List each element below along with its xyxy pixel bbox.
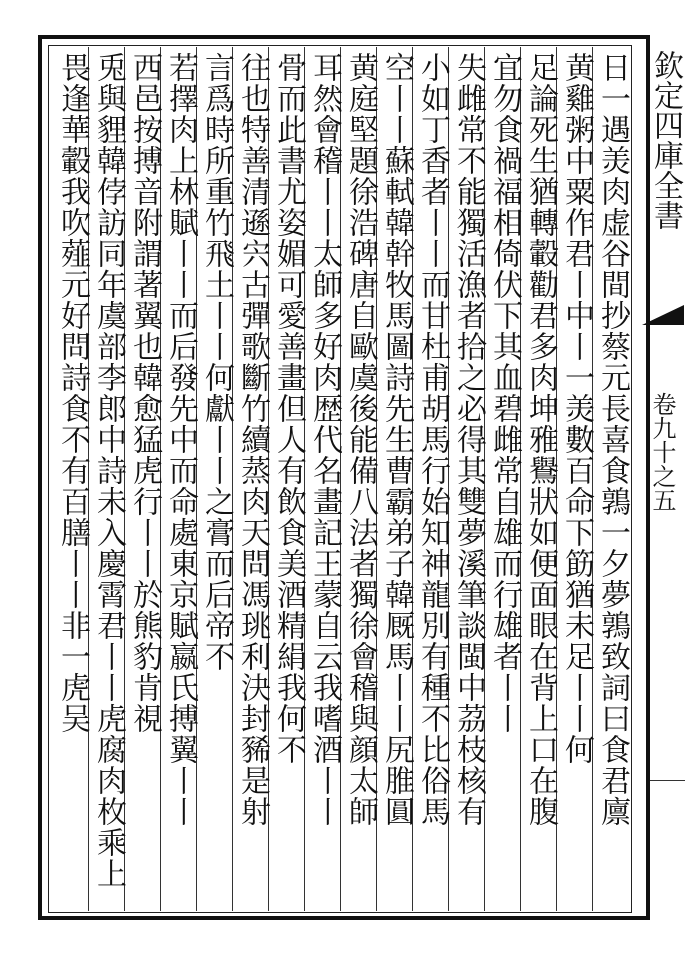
text-column: 日一遇羙肉虚谷間抄蔡元長喜食鶉一夕夢鶉致詞曰食君廪 bbox=[595, 52, 630, 827]
text-column: 言爲時所重竹飛土丨丨何獻丨丨之膏而后帝不 bbox=[199, 52, 234, 672]
chapter-number: 卷九十之五 bbox=[648, 392, 676, 512]
book-title: 欽定四庫全書 bbox=[648, 50, 683, 230]
text-column: 黄雞粥中粟作君丨中丨一羙數百命下筯猶未足丨丨何 bbox=[559, 52, 594, 765]
text-column: 小如丁香者丨丨而甘杜甫胡馬行始知神龍別有種不比俗馬 bbox=[415, 52, 450, 827]
text-column: 足論死生猶轉轂勸君多肉坤雅鸒狀如便面眼在背上口在腹 bbox=[523, 52, 558, 827]
text-column: 西邑按搏音附謂著翼也韓愈猛虎行丨丨於熊豹肯視 bbox=[127, 52, 162, 734]
text-column: 宜勿食禍福相倚伏下其血碧雌常自雄而行雄者丨丨 bbox=[487, 52, 522, 734]
text-column: 若擇肉上林賦丨丨而后發先中而命處東京賦嬴氏搏翼丨丨 bbox=[163, 52, 198, 827]
text-column: 骨而此書尤姿媚可愛善畫但人有飲食美酒精絹我何不 bbox=[271, 52, 306, 765]
text-column: 往也特善清遜宍古彈歌斷竹續蒸肉天問馮珧利決封豨是射 bbox=[235, 52, 270, 827]
text-column: 耳然會稽丨丨太師多好肉歴代名畫記王蒙自云我嗜酒丨丨 bbox=[307, 52, 342, 827]
fold-line bbox=[650, 780, 685, 781]
text-column: 空丨丨蘇軾韓幹牧馬圖詩先生曹霸弟子韓厩馬丨丨尻脽圓 bbox=[379, 52, 414, 827]
text-column: 黄庭堅題徐浩碑唐自歐虞後能備八法者獨徐會稽與顔太師 bbox=[343, 52, 378, 827]
text-column: 畏逢華轂我吹薤元好問詩食不有百膳丨丨非一虎吴 bbox=[55, 52, 90, 734]
text-column: 兎與貍韓侼訪同年虞部李郎中詩未入慶霄君丨丨虎腐肉枚乘上 bbox=[91, 52, 126, 889]
text-column: 失雌常不能獨活漁者拾之必得其雙夢溪筆談閩中茘枝核有 bbox=[451, 52, 486, 827]
